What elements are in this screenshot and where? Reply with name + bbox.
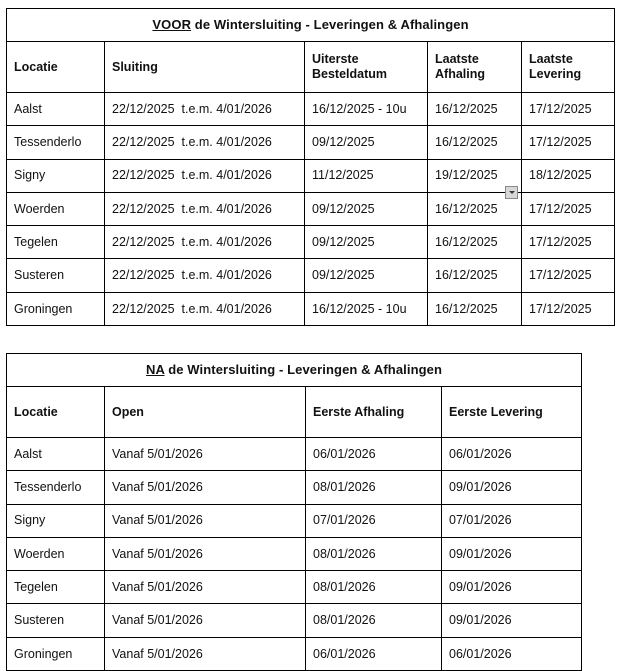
cell-open: Vanaf 5/01/2026 <box>105 637 306 670</box>
cell-laatste-afhaling: 16/12/2025 <box>428 126 522 159</box>
column-header-locatie: Locatie <box>7 387 105 438</box>
cell-laatste-levering: 17/12/2025 <box>522 93 615 126</box>
cell-sluiting: 22/12/2025 t.e.m. 4/01/2026 <box>105 192 305 225</box>
cell-eerste-afhaling: 08/01/2026 <box>306 571 442 604</box>
cell-open: Vanaf 5/01/2026 <box>105 571 306 604</box>
cell-uiterste-besteldatum: 09/12/2025 <box>305 226 428 259</box>
cell-open: Vanaf 5/01/2026 <box>105 438 306 471</box>
table-row <box>7 571 582 604</box>
column-header-laatste-afhaling <box>428 42 522 93</box>
cell-laatste-afhaling: 19/12/2025 <box>428 159 522 192</box>
cell-eerste-afhaling: 08/01/2026 <box>306 537 442 570</box>
cell-locatie: Susteren <box>7 604 105 637</box>
cell-eerste-levering: 09/01/2026 <box>442 571 582 604</box>
column-header-open: Open <box>105 387 306 438</box>
cell-locatie: Signy <box>7 159 105 192</box>
cell-laatste-levering: 17/12/2025 <box>522 259 615 292</box>
cell-eerste-afhaling: 06/01/2026 <box>306 637 442 670</box>
cell-laatste-levering: 17/12/2025 <box>522 226 615 259</box>
cell-eerste-levering: 06/01/2026 <box>442 637 582 670</box>
table-row <box>7 637 582 670</box>
cell-eerste-afhaling: 08/01/2026 <box>306 604 442 637</box>
cell-eerste-levering: 07/01/2026 <box>442 504 582 537</box>
cell-eerste-levering: 09/01/2026 <box>442 471 582 504</box>
cell-locatie: Tessenderlo <box>7 126 105 159</box>
chevron-down-icon[interactable] <box>505 186 518 199</box>
column-header-eerste-levering: Eerste Levering <box>442 387 582 438</box>
table-voor-title-underlined: VOOR <box>152 17 192 33</box>
cell-laatste-afhaling: 16/12/2025 <box>428 192 522 225</box>
cell-uiterste-besteldatum: 16/12/2025 - 10u <box>305 93 428 126</box>
table-voor-header-row <box>7 42 615 93</box>
table-na-title-underlined: NA <box>146 362 165 378</box>
cell-locatie: Groningen <box>7 292 105 325</box>
cell-laatste-afhaling: 16/12/2025 <box>428 292 522 325</box>
cell-laatste-levering: 17/12/2025 <box>522 292 615 325</box>
table-voor-title <box>7 9 615 42</box>
column-header-eerste-afhaling: Eerste Afhaling <box>306 387 442 438</box>
cell-locatie: Woerden <box>7 192 105 225</box>
cell-sluiting: 22/12/2025 t.e.m. 4/01/2026 <box>105 93 305 126</box>
table-voor-title-rest: de Wintersluiting - Leveringen & Afhalingen <box>191 17 469 33</box>
chevron-down-glyph <box>509 191 515 194</box>
column-header-uiterste-line1: Uiterste <box>312 52 359 67</box>
cell-open: Vanaf 5/01/2026 <box>105 504 306 537</box>
cell-uiterste-besteldatum: 11/12/2025 <box>305 159 428 192</box>
table-na-title-rest: de Wintersluiting - Leveringen & Afhalingen <box>164 362 443 378</box>
table-na-wintersluiting <box>6 353 582 671</box>
column-header-locatie-line1: Locatie <box>14 59 58 74</box>
cell-locatie: Tessenderlo <box>7 471 105 504</box>
cell-locatie: Woerden <box>7 537 105 570</box>
table-row <box>7 537 582 570</box>
cell-locatie: Susteren <box>7 259 105 292</box>
cell-eerste-levering: 09/01/2026 <box>442 537 582 570</box>
column-header-laatste-levering-line2: Levering <box>529 67 582 81</box>
cell-locatie: Aalst <box>7 93 105 126</box>
cell-laatste-afhaling: 16/12/2025 <box>428 226 522 259</box>
column-header-locatie <box>7 42 105 93</box>
column-header-laatste-levering <box>522 42 615 93</box>
column-header-laatste-afhaling-line2: Afhaling <box>435 67 485 81</box>
column-header-laatste-afhaling-line1: Laatste <box>435 52 479 67</box>
cell-sluiting: 22/12/2025 t.e.m. 4/01/2026 <box>105 126 305 159</box>
cell-laatste-levering: 18/12/2025 <box>522 159 615 192</box>
table-row <box>7 159 615 192</box>
table-na-header-row <box>7 387 582 438</box>
column-header-uiterste-line2: Besteldatum <box>312 67 388 81</box>
cell-laatste-afhaling: 16/12/2025 <box>428 259 522 292</box>
table-row <box>7 292 615 325</box>
table-row <box>7 604 582 637</box>
cell-eerste-afhaling: 07/01/2026 <box>306 504 442 537</box>
cell-locatie: Groningen <box>7 637 105 670</box>
cell-open: Vanaf 5/01/2026 <box>105 537 306 570</box>
cell-sluiting: 22/12/2025 t.e.m. 4/01/2026 <box>105 226 305 259</box>
cell-locatie: Tegelen <box>7 226 105 259</box>
cell-eerste-levering: 06/01/2026 <box>442 438 582 471</box>
table-row <box>7 471 582 504</box>
table-na-title <box>7 354 582 387</box>
table-voor-title-row <box>7 9 615 42</box>
table-na-title-row <box>7 354 582 387</box>
cell-laatste-afhaling: 16/12/2025 <box>428 93 522 126</box>
table-row <box>7 93 615 126</box>
cell-open: Vanaf 5/01/2026 <box>105 604 306 637</box>
table-row <box>7 504 582 537</box>
cell-locatie: Tegelen <box>7 571 105 604</box>
column-header-sluiting <box>105 42 305 93</box>
cell-sluiting: 22/12/2025 t.e.m. 4/01/2026 <box>105 159 305 192</box>
cell-laatste-levering: 17/12/2025 <box>522 192 615 225</box>
table-voor-wintersluiting <box>6 8 615 326</box>
table-row <box>7 192 615 225</box>
cell-uiterste-besteldatum: 09/12/2025 <box>305 259 428 292</box>
cell-sluiting: 22/12/2025 t.e.m. 4/01/2026 <box>105 292 305 325</box>
cell-locatie: Aalst <box>7 438 105 471</box>
column-header-laatste-levering-line1: Laatste <box>529 52 573 67</box>
cell-eerste-afhaling: 06/01/2026 <box>306 438 442 471</box>
cell-locatie: Signy <box>7 504 105 537</box>
cell-open: Vanaf 5/01/2026 <box>105 471 306 504</box>
cell-sluiting: 22/12/2025 t.e.m. 4/01/2026 <box>105 259 305 292</box>
column-header-sluiting-line1: Sluiting <box>112 59 158 74</box>
table-row <box>7 126 615 159</box>
table-row <box>7 259 615 292</box>
cell-laatste-levering: 17/12/2025 <box>522 126 615 159</box>
column-header-uiterste-besteldatum <box>305 42 428 93</box>
cell-uiterste-besteldatum: 16/12/2025 - 10u <box>305 292 428 325</box>
cell-uiterste-besteldatum: 09/12/2025 <box>305 192 428 225</box>
cell-eerste-levering: 09/01/2026 <box>442 604 582 637</box>
table-row <box>7 438 582 471</box>
cell-uiterste-besteldatum: 09/12/2025 <box>305 126 428 159</box>
table-row <box>7 226 615 259</box>
cell-eerste-afhaling: 08/01/2026 <box>306 471 442 504</box>
